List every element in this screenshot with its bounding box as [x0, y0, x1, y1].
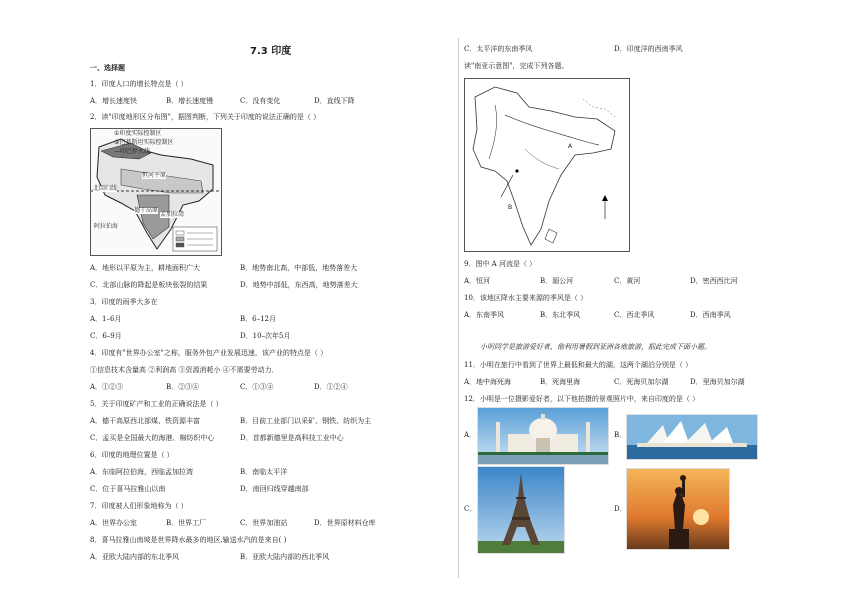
q12-option-b-label[interactable]: B．: [614, 431, 627, 439]
q2-option-d[interactable]: D．地势中部低，东西高，地势落差大: [240, 281, 358, 289]
q3-option-d[interactable]: D．10–次年5月: [240, 332, 291, 340]
q6-option-b[interactable]: B．南临太平洋: [240, 468, 288, 476]
map-label-b: B: [508, 204, 513, 211]
q1-stem: 1．印度人口的增长特点是（ ）: [90, 80, 188, 88]
q5-stem: 5．关于印度矿产和工业的正确说法是（ ）: [90, 400, 223, 408]
q11-option-b[interactable]: B．死海里海: [540, 378, 581, 386]
map-label-plain: 恒河平原: [142, 172, 167, 179]
q2-stem: 2．读"印度地形区分布图"，据图判断，下列关于印度的说法正确的是（ ）: [90, 113, 321, 121]
q12-option-d-label[interactable]: D．: [614, 505, 627, 513]
sydney-opera-house-icon: [627, 415, 757, 459]
q5-option-a[interactable]: A．德干高原西北部煤、铁资源丰富: [90, 417, 201, 425]
q5-option-d[interactable]: D．首都新德里是高科技工业中心: [240, 434, 344, 442]
q8-option-c[interactable]: C．太平洋的东南季风: [464, 45, 533, 53]
q5-option-c[interactable]: C．孟买是全国最大的海港、棉纺织中心: [90, 434, 215, 442]
q8-option-d[interactable]: D．印度洋的西南季风: [614, 45, 683, 53]
q1-option-a[interactable]: A．增长速度快: [90, 97, 138, 105]
q10-option-a[interactable]: A．东南季风: [464, 311, 505, 319]
statue-of-liberty-photo[interactable]: [626, 468, 730, 550]
q8-option-b[interactable]: B．亚欧大陆内部的西北季风: [240, 553, 330, 561]
q7-option-d[interactable]: D．世界原材料仓库: [314, 519, 376, 527]
q11-stem: 11．小明在旅行中看到了世界上最低和最大的湖，这两个湖泊分别是（ ）: [464, 361, 693, 369]
q9-option-b[interactable]: B．湄公河: [540, 277, 574, 285]
q2-option-c[interactable]: C．北部山脉的降起是板块张裂的结果: [90, 281, 208, 289]
q10-stem: 10．该地区降水主要来源的季风是（ ）: [464, 294, 588, 302]
q6-stem: 6．印度的地理位置是（ ）: [90, 451, 174, 459]
q8-stem: 8．喜马拉雅山南坡是世界降水最多的地区,输送水汽的是来自( ): [90, 536, 287, 544]
q3-option-c[interactable]: C．6–9月: [90, 332, 122, 340]
q7-option-b[interactable]: B．世界工厂: [166, 519, 207, 527]
travel-intro: 小明同学是旅游爱好者，他利用暑假到亚洲各地旅游，据此完成下面小题。: [480, 343, 711, 351]
q6-option-a[interactable]: A．东临阿拉伯海，西临孟加拉湾: [90, 468, 194, 476]
eiffel-tower-icon: [478, 467, 564, 553]
q7-option-a[interactable]: A．世界办公室: [90, 519, 138, 527]
q11-option-c[interactable]: C．死海贝加尔湖: [614, 378, 669, 386]
q11-option-d[interactable]: D．里海贝加尔湖: [690, 378, 745, 386]
map-legend-3: —印巴停火线: [114, 148, 151, 155]
taj-mahal-photo[interactable]: [477, 407, 609, 465]
map-label-a: A: [568, 143, 573, 150]
q9-option-a[interactable]: A．恒河: [464, 277, 491, 285]
q5-option-b[interactable]: B．目前工业部门以采矿、钢铁、纺织为主: [240, 417, 372, 425]
eiffel-tower-photo[interactable]: [477, 466, 565, 554]
south-asia-map-graphic: [465, 79, 629, 251]
q9-stem: 9．图中 A 河流是（ ）: [464, 260, 537, 268]
q3-option-b[interactable]: B．6–12月: [240, 315, 277, 323]
map-label-sea: 阿拉伯海: [94, 223, 119, 230]
q10-option-b[interactable]: B．东北季风: [540, 311, 581, 319]
q4-option-d[interactable]: D．①②④: [314, 383, 348, 391]
q4-option-a[interactable]: A．①②③: [90, 383, 124, 391]
section-heading: 一、选择题: [90, 64, 125, 72]
q7-stem: 7．印度被人们形象地称为（ ）: [90, 502, 188, 510]
map-label-bay: 孟加拉湾: [160, 211, 185, 218]
q4-stem: 4．印度有"世界办公室"之称，服务外包产业发展迅速，该产业的特点是（ ）: [90, 349, 328, 357]
q10-option-c[interactable]: C．西北季风: [614, 311, 655, 319]
q6-option-d[interactable]: D．南回归线穿越南部: [240, 485, 309, 493]
q2-option-a[interactable]: A．地形以平原为主，耕地面积广大: [90, 264, 201, 272]
q1-option-c[interactable]: C．没有变化: [240, 97, 281, 105]
q3-stem: 3．印度的雨季大多在: [90, 298, 158, 306]
map-legend-1: ①印度实际控制区: [114, 130, 162, 137]
q3-option-a[interactable]: A．1–6月: [90, 315, 122, 323]
q4-option-b[interactable]: B．②③④: [166, 383, 200, 391]
south-asia-intro: 读"南亚示意图"，完成下列各题。: [464, 62, 569, 70]
map-label-plateau: 德干高原: [134, 207, 159, 214]
q2-option-b[interactable]: B．地势南北高，中部低，地势落差大: [240, 264, 358, 272]
page-title: 7.3 印度: [250, 46, 292, 57]
south-asia-map: [464, 78, 630, 252]
sydney-opera-house-photo[interactable]: [626, 414, 758, 460]
q12-stem: 12．小明是一位摄影爱好者，以下他拍摄的景观照片中，来自印度的是（ ）: [464, 395, 700, 403]
india-terrain-map: [90, 128, 222, 256]
india-terrain-map-graphic: [91, 129, 221, 255]
q11-option-a[interactable]: A．地中海死海: [464, 378, 512, 386]
q8-option-a[interactable]: A．亚欧大陆内部的东北季风: [90, 553, 180, 561]
q1-option-b[interactable]: B．增长速度慢: [166, 97, 214, 105]
q12-option-a-label[interactable]: A．: [464, 431, 477, 439]
q6-option-c[interactable]: C．位于喜马拉雅山以南: [90, 485, 166, 493]
column-divider: [458, 38, 459, 578]
q1-option-d[interactable]: D．直线下降: [314, 97, 355, 105]
q9-option-d[interactable]: D．密西西比河: [690, 277, 738, 285]
map-label-tropic: 北回归线: [93, 185, 118, 192]
q4-statements: ①信息技术含量高 ②利润高 ③资源消耗小 ④不需要劳动力．: [90, 366, 279, 374]
q9-option-c[interactable]: C．黄河: [614, 277, 641, 285]
taj-mahal-icon: [478, 408, 608, 464]
q7-option-c[interactable]: C．世界加油站: [240, 519, 288, 527]
statue-of-liberty-icon: [627, 469, 729, 549]
q4-option-c[interactable]: C．①③④: [240, 383, 274, 391]
map-legend-2: ②巴基斯坦实际控制区: [114, 139, 174, 146]
q10-option-d[interactable]: D．西南季风: [690, 311, 731, 319]
q12-option-c-label[interactable]: C．: [464, 505, 477, 513]
